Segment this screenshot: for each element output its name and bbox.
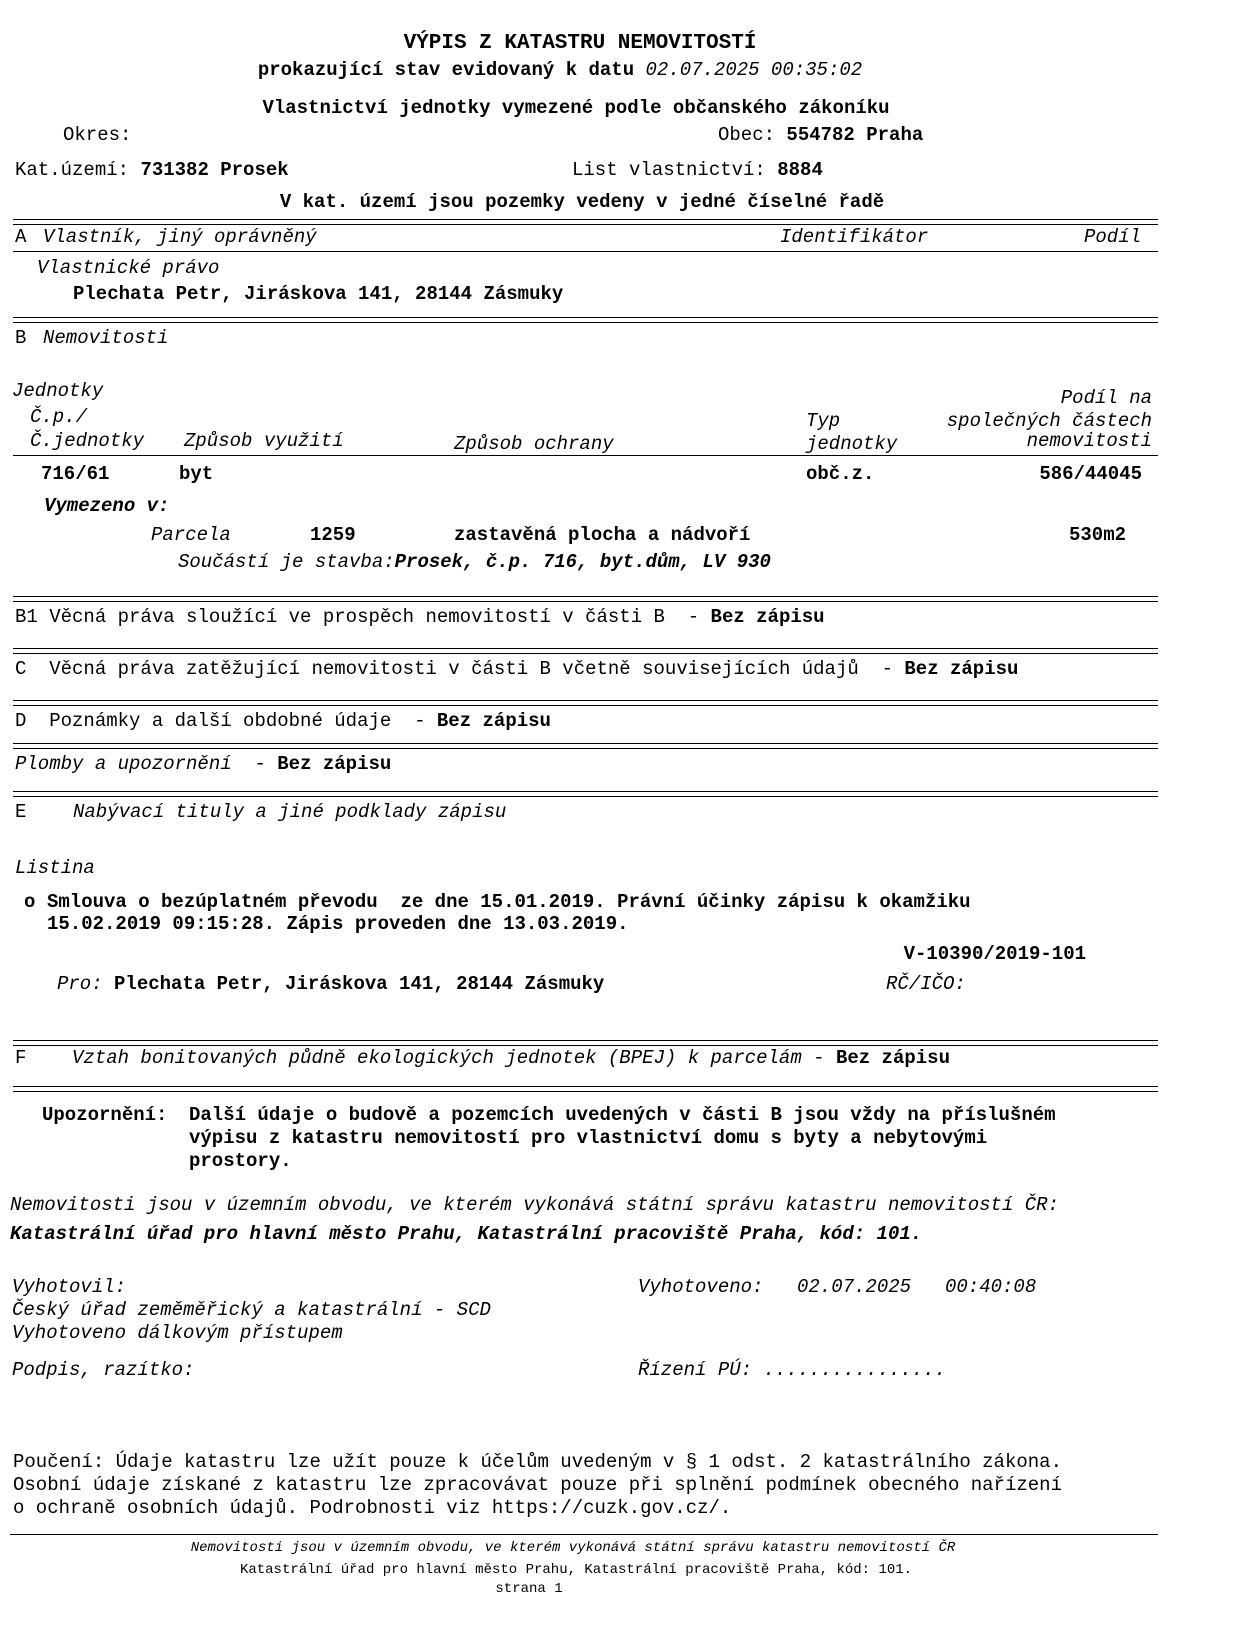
divider xyxy=(13,1086,1158,1092)
subtitle-prefix: prokazující stav evidovaný k datu xyxy=(257,59,635,81)
footer-line1: Nemovitosti jsou v územním obvodu, ve kterém vykonává státní správu katastru nemovitostí ČR xyxy=(190,1540,956,1556)
pro-value: Plechata Petr, Jiráskova 141, 28144 Zásmuky xyxy=(114,973,605,995)
right-type: Vlastnické právo xyxy=(37,257,220,279)
col-zpusob-vyuziti: Způsob využití xyxy=(184,430,344,452)
podpis-label: Podpis, razítko: xyxy=(12,1359,195,1381)
kat-label: Kat.území: xyxy=(15,159,130,181)
section-f-label: F xyxy=(15,1047,27,1069)
col-podil-3: nemovitosti xyxy=(1026,430,1152,452)
rizeni-value: ................ xyxy=(763,1359,946,1381)
section-d-label: D xyxy=(15,710,27,732)
divider xyxy=(13,791,1158,797)
section-c-title: Věcná práva zatěžující nemovitosti v části B včetně souvisejících údajů xyxy=(49,658,859,680)
section-c-value: Bez zápisu xyxy=(904,658,1019,680)
section-f xyxy=(15,1049,950,1068)
footer-page: strana 1 xyxy=(495,1581,563,1597)
divider xyxy=(13,1040,1158,1046)
obec-field xyxy=(718,126,923,145)
pro-label: Pro: xyxy=(57,973,103,995)
section-a-label: A xyxy=(15,226,27,248)
section-a-title: Vlastník, jiný oprávněný xyxy=(43,226,317,248)
units-heading: Jednotky xyxy=(12,380,104,402)
section-f-value: Bez zápisu xyxy=(835,1047,950,1069)
col-typ-1: Typ xyxy=(806,410,841,432)
lv-value: 8884 xyxy=(777,159,823,181)
col-podil-2: společných částech xyxy=(946,410,1152,432)
col-podil-1: Podíl na xyxy=(1060,387,1152,409)
section-plomby xyxy=(15,755,391,774)
section-d-value: Bez zápisu xyxy=(436,710,551,732)
vyhotovil-value: Český úřad zeměměřický a katastrální - SCD xyxy=(12,1299,491,1321)
owner: Plechata Petr, Jiráskova 141, 28144 Zásmuky xyxy=(73,283,564,305)
notice-line3: prostory. xyxy=(189,1150,292,1172)
unit-cp: 716/61 xyxy=(41,463,110,485)
section-b1-title: Věcná práva sloužící ve prospěch nemovitostí v části B xyxy=(49,606,665,628)
section-b1-label: B1 xyxy=(15,606,38,628)
unit-typ: obč.z. xyxy=(806,463,875,485)
divider xyxy=(13,317,1158,323)
okres-label: Okres: xyxy=(63,124,132,146)
section-plomby-title: Plomby a upozornění xyxy=(15,753,232,775)
section-d-dash: - xyxy=(414,710,426,732)
kat-field xyxy=(15,161,289,180)
section-plomby-value: Bez zápisu xyxy=(277,753,392,775)
vymezeno-label: Vymezeno v: xyxy=(44,495,170,517)
subtitle-date: 02.07.2025 00:35:02 xyxy=(645,59,863,81)
vyhotovil-label: Vyhotovil: xyxy=(12,1276,127,1298)
obec-value: 554782 Praha xyxy=(786,124,924,146)
remote-access: Vyhotoveno dálkovým přístupem xyxy=(12,1322,343,1344)
section-d-title: Poznámky a další obdobné údaje xyxy=(49,710,392,732)
pro-field xyxy=(57,975,604,994)
unit-vyuziti: byt xyxy=(179,463,214,485)
section-d xyxy=(15,712,551,731)
section-f-dash: - xyxy=(813,1047,825,1069)
footer-divider xyxy=(10,1534,1158,1535)
obec-label: Obec: xyxy=(718,124,776,146)
col-podil: Podíl xyxy=(1083,226,1141,248)
col-cp-2: Č.jednotky xyxy=(30,430,145,452)
ownership-type: Vlastnictví jednotky vymezené podle občanského zákoníku xyxy=(262,97,890,119)
section-e-label: E xyxy=(15,801,27,823)
col-zpusob-ochrany: Způsob ochrany xyxy=(454,433,614,455)
stavba-label: Součástí je stavba: xyxy=(178,551,395,573)
section-c-dash: - xyxy=(881,658,893,680)
section-f-title: Vztah bonitovaných půdně ekologických jednotek (BPEJ) k parcelám xyxy=(72,1047,802,1069)
pouceni-line2: Osobní údaje získané z katastru lze zpracovávat pouze při splnění podmínek obecného nařízení xyxy=(13,1474,1062,1496)
section-b1 xyxy=(15,608,825,627)
divider xyxy=(13,251,1158,252)
rc-label: RČ/IČO: xyxy=(886,973,966,995)
entry-reference: V-10390/2019-101 xyxy=(903,943,1086,965)
section-b1-value: Bez zápisu xyxy=(710,606,825,628)
section-e-title: Nabývací tituly a jiné podklady zápisu xyxy=(73,801,507,823)
parcela-number: 1259 xyxy=(310,524,356,546)
divider xyxy=(13,648,1158,654)
entry-line1: Smlouva o bezúplatném převodu ze dne 15.01.2019. Právní účinky zápisu k okamžiku xyxy=(47,891,971,913)
divider xyxy=(13,596,1158,602)
parcela-type: zastavěná plocha a nádvoří xyxy=(454,524,751,546)
office-line1: Nemovitosti jsou v územním obvodu, ve kterém vykonává státní správu katastru nemovitostí ČR: xyxy=(10,1194,1059,1216)
kat-value: 731382 Prosek xyxy=(140,159,289,181)
footer-line2: Katastrální úřad pro hlavní město Prahu, Katastrální pracoviště Praha, kód: 101. xyxy=(239,1562,913,1578)
divider xyxy=(13,455,1158,456)
section-b-title: Nemovitosti xyxy=(43,327,169,349)
pouceni-line1: Poučení: Údaje katastru lze užít pouze k účelům uvedeným v § 1 odst. 2 katastrálního zákona. xyxy=(13,1451,1062,1473)
rizeni-field xyxy=(638,1361,946,1380)
subtitle xyxy=(258,61,862,80)
rizeni-label: Řízení PÚ: xyxy=(638,1359,753,1381)
notice-line2: výpisu z katastru nemovitostí pro vlastnictví domu s byty a nebytovými xyxy=(189,1127,988,1149)
document-title: VÝPIS Z KATASTRU NEMOVITOSTÍ xyxy=(403,32,757,55)
divider xyxy=(13,743,1158,749)
section-c xyxy=(15,660,1018,679)
office-line2: Katastrální úřad pro hlavní město Prahu, Katastrální pracoviště Praha, kód: 101. xyxy=(10,1223,923,1245)
divider xyxy=(13,700,1158,706)
numbering-note: V kat. území jsou pozemky vedeny v jedné číselné řadě xyxy=(279,191,885,213)
divider xyxy=(13,219,1158,225)
stavba-field xyxy=(178,553,771,572)
vyhotoveno-label: Vyhotoveno: xyxy=(638,1276,764,1298)
col-identifikator: Identifikátor xyxy=(780,226,929,248)
parcela-label: Parcela xyxy=(151,524,231,546)
col-cp-1: Č.p./ xyxy=(30,406,88,428)
section-b-label: B xyxy=(15,327,27,349)
section-plomby-dash: - xyxy=(254,753,266,775)
notice-line1: Další údaje o budově a pozemcích uvedených v části B jsou vždy na příslušném xyxy=(189,1104,1056,1126)
pouceni-line3: o ochraně osobních údajů. Podrobnosti viz https://cuzk.gov.cz/. xyxy=(13,1497,732,1519)
notice-label: Upozornění: xyxy=(42,1104,168,1126)
entry-bullet: o xyxy=(24,891,36,913)
col-typ-2: jednotky xyxy=(806,433,898,455)
unit-podil: 586/44045 xyxy=(1039,463,1142,485)
section-b1-dash: - xyxy=(687,606,700,628)
vyhotoveno-date: 02.07.2025 xyxy=(797,1276,912,1298)
lv-label: List vlastnictví: xyxy=(572,159,766,181)
listina-label: Listina xyxy=(15,857,95,879)
parcela-area: 530m2 xyxy=(1068,524,1126,546)
entry-line2: 15.02.2019 09:15:28. Zápis proveden dne 13.03.2019. xyxy=(47,913,629,935)
stavba-value: Prosek, č.p. 716, byt.dům, LV 930 xyxy=(394,551,771,573)
section-c-label: C xyxy=(15,658,27,680)
vyhotoveno-time: 00:40:08 xyxy=(945,1276,1037,1298)
lv-field xyxy=(572,161,823,180)
